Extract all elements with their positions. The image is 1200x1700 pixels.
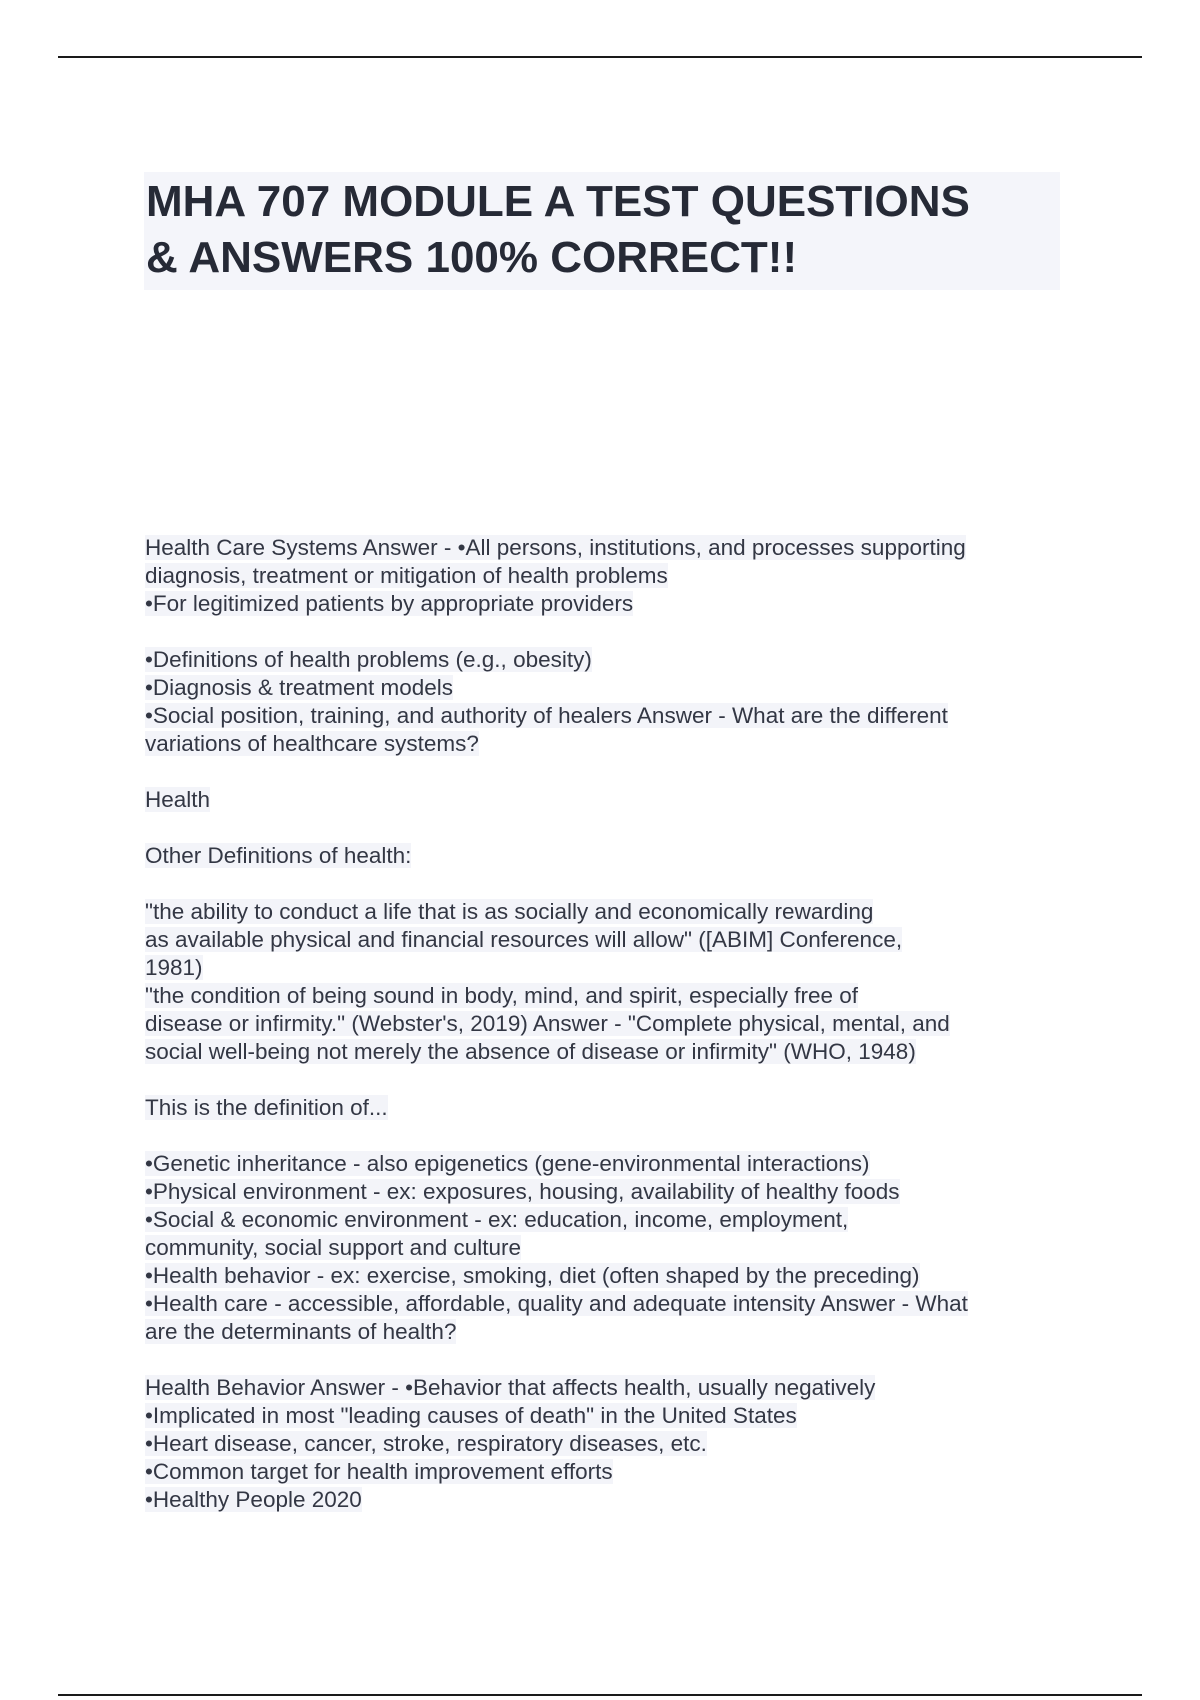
paragraph-determinants: [145, 1150, 1055, 1346]
paragraph-health: [145, 786, 1055, 814]
text-line: •Genetic inheritance - also epigenetics (gene-environmental interactions): [145, 1151, 870, 1176]
text-line: •Health behavior - ex: exercise, smoking, diet (often shaped by the preceding): [145, 1263, 920, 1288]
text-line: •Health care - accessible, affordable, quality and adequate intensity Answer - What: [145, 1291, 968, 1316]
text-line: •Common target for health improvement efforts: [145, 1459, 613, 1484]
title-line: & ANSWERS 100% CORRECT!!: [146, 233, 798, 282]
paragraph-health-behavior: [145, 1374, 1055, 1514]
text-line: •Heart disease, cancer, stroke, respiratory diseases, etc.: [145, 1431, 707, 1456]
text-line: community, social support and culture: [145, 1235, 522, 1260]
text-line: •For legitimized patients by appropriate providers: [145, 591, 634, 616]
text-line: •Social & economic environment - ex: education, income, employment,: [145, 1207, 849, 1232]
text-line: diagnosis, treatment or mitigation of health problems: [145, 563, 668, 588]
document-body: [145, 534, 1055, 1542]
paragraph-definition-quotes: [145, 898, 1055, 1066]
text-line: variations of healthcare systems?: [145, 731, 479, 756]
text-line: as available physical and financial resources will allow" ([ABIM] Conference,: [145, 927, 903, 952]
text-line: Health Care Systems Answer - •All persons, institutions, and processes supporting: [145, 535, 966, 560]
title-line: MHA 707 MODULE A TEST QUESTIONS: [146, 177, 970, 226]
top-rule: [58, 56, 1142, 58]
paragraph-health-care-systems: [145, 534, 1055, 618]
text-line: This is the definition of...: [145, 1095, 388, 1120]
paragraph-definition-of: [145, 1094, 1055, 1122]
text-line: Health Behavior Answer - •Behavior that affects health, usually negatively: [145, 1375, 876, 1400]
text-line: "the condition of being sound in body, mind, and spirit, especially free of: [145, 983, 859, 1008]
text-line: •Physical environment - ex: exposures, housing, availability of healthy foods: [145, 1179, 900, 1204]
text-line: disease or infirmity." (Webster's, 2019) Answer - "Complete physical, mental, and: [145, 1011, 950, 1036]
text-line: Health: [145, 787, 211, 812]
bottom-rule: [58, 1694, 1142, 1696]
text-line: •Implicated in most "leading causes of death" in the United States: [145, 1403, 797, 1428]
text-line: social well-being not merely the absence of disease or infirmity" (WHO, 1948): [145, 1039, 916, 1064]
paragraph-healthcare-variations: [145, 646, 1055, 758]
text-line: are the determinants of health?: [145, 1319, 457, 1344]
text-line: •Healthy People 2020: [145, 1487, 362, 1512]
text-line: •Definitions of health problems (e.g., obesity): [145, 647, 592, 672]
text-line: •Social position, training, and authority of healers Answer - What are the different: [145, 703, 948, 728]
document-title: [144, 172, 1060, 290]
text-line: Other Definitions of health:: [145, 843, 412, 868]
text-line: •Diagnosis & treatment models: [145, 675, 454, 700]
text-line: 1981): [145, 955, 203, 980]
text-line: "the ability to conduct a life that is as socially and economically rewarding: [145, 899, 874, 924]
paragraph-other-definitions: [145, 842, 1055, 870]
